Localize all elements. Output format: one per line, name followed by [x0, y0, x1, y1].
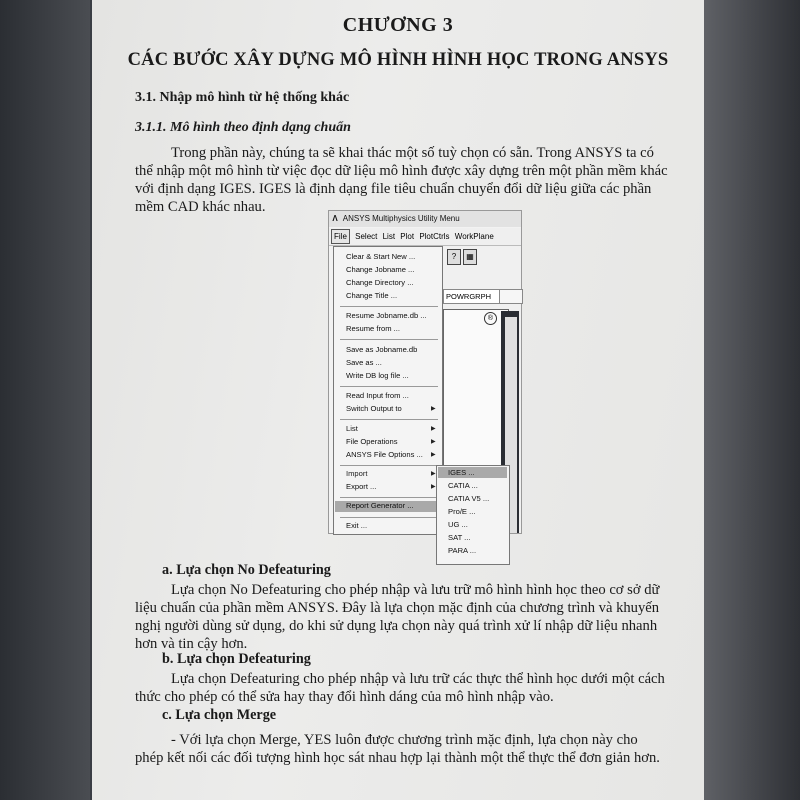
ansys-screenshot — [328, 210, 522, 555]
menu-separator — [340, 306, 438, 307]
book-page — [92, 0, 704, 800]
submenu-item[interactable]: SAT ... — [448, 533, 471, 542]
submenu-arrow-icon: ▶ — [431, 484, 436, 490]
submenu-arrow-icon: ▶ — [431, 471, 436, 477]
submenu-arrow-icon: ▶ — [431, 439, 436, 445]
option-b-heading: b. Lựa chọn Defeaturing — [162, 651, 311, 667]
menu-item[interactable]: Change Jobname ... — [346, 265, 415, 274]
import-submenu — [436, 465, 510, 565]
menu-item[interactable]: Export ... — [346, 482, 377, 491]
menu-separator — [340, 465, 438, 466]
chapter-heading: CHƯƠNG 3 — [342, 14, 454, 36]
help-icon[interactable]: ? — [447, 249, 461, 265]
menu-item[interactable]: Switch Output to — [346, 404, 402, 413]
menu-item-import[interactable]: Import — [346, 469, 368, 478]
intro-line: thể nhập một mô hình từ việc đọc dữ liệu mô hình được xây dựng trên một phần mềm khác — [135, 163, 668, 179]
menu-separator — [340, 497, 438, 498]
menu-plotctrls[interactable]: PlotCtrls — [419, 232, 450, 241]
submenu-item[interactable]: UG ... — [448, 520, 468, 529]
menu-item[interactable]: Resume Jobname.db ... — [346, 311, 427, 320]
submenu-item[interactable]: Pro/E ... — [448, 507, 476, 516]
window-title: ANSYS Multiphysics Utility Menu — [342, 214, 460, 223]
option-c-line: - Với lựa chọn Merge, YES luôn được chương trình mặc định, lựa chọn này cho — [171, 732, 638, 748]
option-a-heading: a. Lựa chọn No Defeaturing — [162, 562, 331, 578]
option-a-line: liệu chuẩn của phần mềm ANSYS. Đây là lựa chọn mặc định của chương trình và khuyến — [135, 600, 660, 616]
window-titlebar — [329, 211, 521, 227]
menu-separator — [340, 386, 438, 387]
menu-item[interactable]: Save as ... — [346, 358, 382, 367]
menu-item[interactable]: List — [346, 424, 358, 433]
background-right — [704, 0, 800, 800]
rotate-icon[interactable]: ® — [484, 312, 497, 325]
menubar — [329, 228, 521, 246]
command-dropdown[interactable] — [499, 289, 523, 304]
submenu-arrow-icon: ▶ — [431, 452, 436, 458]
intro-line: mềm CAD khác nhau. — [135, 199, 266, 215]
intro-line: với định dạng IGES. IGES là định dạng file tiêu chuẩn chuyển đổi dữ liệu giữa các phần — [135, 181, 652, 197]
command-field[interactable]: POWRGRPH — [443, 289, 501, 304]
menu-item[interactable]: Change Directory ... — [346, 278, 414, 287]
ansys-logo-icon: Λ — [332, 214, 338, 223]
menu-file[interactable]: File — [331, 229, 350, 244]
menu-list[interactable]: List — [382, 232, 396, 241]
menu-item[interactable]: Change Title ... — [346, 291, 398, 300]
background-left — [0, 0, 90, 800]
intro-paragraph — [135, 144, 680, 216]
submenu-item-iges[interactable]: IGES ... — [448, 468, 475, 477]
chapter-title: CÁC BƯỚC XÂY DỰNG MÔ HÌNH HÌNH HỌC TRONG ANSYS — [127, 50, 669, 70]
option-b-line: Lựa chọn Defeaturing cho phép nhập và lưu trữ các thực thể hình học dưới một cách — [171, 671, 665, 687]
option-b-line: thức cho phép có thể sửa hay thay đổi hình dáng của mô hình nhập vào. — [135, 689, 554, 705]
menu-item[interactable]: Save as Jobname.db — [346, 345, 418, 354]
menu-select[interactable]: Select — [355, 232, 378, 241]
option-a-paragraph — [135, 581, 680, 653]
option-a-line: hơn và tin cậy hơn. — [135, 636, 248, 652]
subsection-heading: 3.1.1. Mô hình theo định dạng chuẩn — [135, 120, 351, 135]
intro-line: Trong phần này, chúng ta sẽ khai thác một số tuỳ chọn có sẵn. Trong ANSYS ta có — [171, 145, 654, 161]
option-c-heading: c. Lựa chọn Merge — [162, 707, 277, 723]
menu-item[interactable]: Exit ... — [346, 521, 368, 530]
menu-workplane[interactable]: WorkPlane — [454, 232, 494, 241]
menu-item[interactable]: File Operations — [346, 437, 398, 446]
submenu-arrow-icon: ▶ — [431, 406, 436, 412]
menu-item[interactable]: Clear & Start New ... — [346, 252, 416, 261]
menu-item[interactable]: Report Generator ... — [346, 501, 414, 510]
option-a-line: Lựa chọn No Defeaturing cho phép nhập và lưu trữ mô hình hình học theo cơ sở dữ — [171, 582, 660, 598]
option-c-paragraph — [135, 731, 680, 767]
option-a-line: nghị người dùng sử dụng, do khi sử dụng lựa chọn này quá trình xử lí nhập dữ liệu nhanh — [135, 618, 658, 634]
menu-separator — [340, 419, 438, 420]
file-menu-dropdown — [333, 246, 443, 535]
submenu-item[interactable]: CATIA V5 ... — [448, 494, 490, 503]
submenu-item[interactable]: CATIA ... — [448, 481, 478, 490]
menu-item[interactable]: ANSYS File Options ... — [346, 450, 423, 459]
menu-item[interactable]: Resume from ... — [346, 324, 401, 333]
menu-separator — [340, 339, 438, 340]
menu-item[interactable]: Read Input from ... — [346, 391, 409, 400]
submenu-arrow-icon: ▶ — [431, 426, 436, 432]
section-heading: 3.1. Nhập mô hình từ hệ thống khác — [135, 90, 350, 105]
grid-icon[interactable]: ▦ — [463, 249, 477, 265]
option-c-line: phép kết nối các đối tượng hình học sát nhau hợp lại thành một thể thực thể đơn giản hơn. — [135, 750, 660, 766]
menu-separator — [340, 517, 438, 518]
submenu-item[interactable]: PARA ... — [448, 546, 477, 555]
option-b-paragraph — [135, 670, 680, 706]
menu-item[interactable]: Write DB log file ... — [346, 371, 409, 380]
menu-plot[interactable]: Plot — [400, 232, 415, 241]
